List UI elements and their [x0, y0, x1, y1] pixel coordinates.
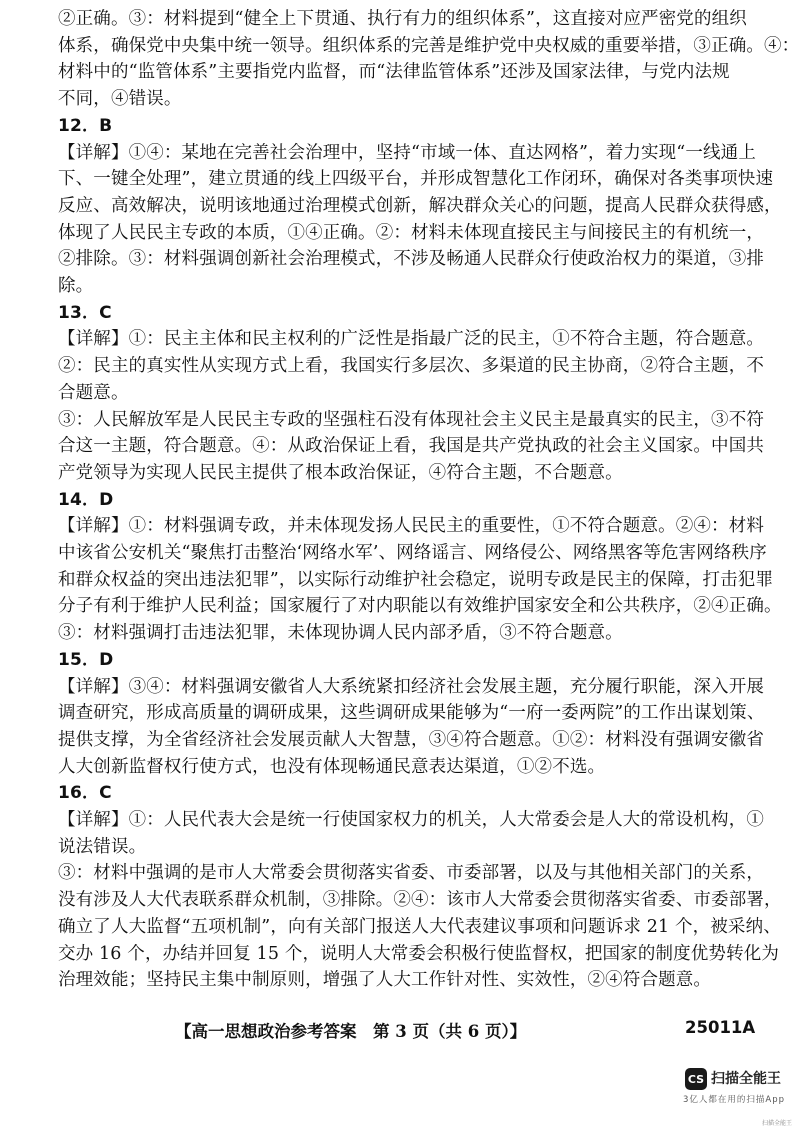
question-number: 15．D	[58, 649, 114, 670]
text-line: 人大创新监督权行使方式，也没有体现畅通民意表达渠道，①②不选。	[58, 756, 606, 777]
camscanner-name: 扫描全能王	[711, 1071, 781, 1087]
text-line: 和群众权益的突出违法犯罪”，以实际行动维护社会稳定，说明专政是民主的保障，打击犯罪	[58, 569, 774, 590]
camscanner-slogan: 3亿人都在用的扫描App	[683, 1095, 786, 1105]
question-number: 16．C	[58, 783, 112, 804]
text-line: ③：材料中强调的是市人大常委会贯彻落实省委、市委部署，以及与其他相关部门的关系，	[58, 863, 764, 884]
text-line: 提供支撑，为全省经济社会发展贡献人大智慧，③④符合题意。①②：材料没有强调安徽省	[58, 729, 764, 750]
page-footer-title: 【高一思想政治参考答案 第 3 页（共 6 页）】	[175, 1022, 527, 1041]
text-line: 交办 16 个，办结并回复 15 个，说明人大常委会积极行使监督权，把国家的制度优势转化为	[58, 943, 780, 964]
text-line: ②排除。③：材料强调创新社会治理模式，不涉及畅通人民群众行使政治权力的渠道，③排	[58, 249, 764, 270]
text-line: 不同，④错误。	[58, 89, 182, 110]
text-line: 分子有利于维护人民利益；国家履行了对内职能以有效维护国家安全和公共秩序，②④正确。	[58, 596, 782, 617]
text-line: 产党领导为实现人民民主提供了根本政治保证，④符合主题，不合题意。	[58, 462, 623, 483]
text-line: 反应、高效解决，说明该地通过治理模式创新，解决群众关心的问题，提高人民群众获得感，	[58, 195, 782, 216]
camscanner-logo-icon: CS	[685, 1068, 707, 1090]
text-line: 【详解】③④：材料强调安徽省人大系统紧扣经济社会发展主题，充分履行职能，深入开展	[58, 676, 764, 697]
corner-watermark: 扫描全能王	[762, 1120, 793, 1127]
text-line: 治理效能；坚持民主集中制原则，增强了人大工作针对性、实效性，②④符合题意。	[58, 970, 712, 991]
text-line: 说法错误。	[58, 836, 147, 857]
question-number: 14．D	[58, 489, 114, 510]
question-number: 12．B	[58, 115, 113, 136]
text-line: 下、一键全处理”，建立贯通的线上四级平台，并形成智慧化工作闭环，确保对各类事项快速	[58, 169, 774, 190]
text-line: ②正确。③：材料提到“健全上下贯通、执行有力的组织体系”，这直接对应严密党的组织	[58, 9, 747, 29]
text-line: ③：人民解放军是人民民主专政的坚强柱石没有体现社会主义民主是最真实的民主，③不符	[58, 409, 764, 430]
text-line: ②：民主的真实性从实现方式上看，我国实行多层次、多渠道的民主协商，②符合主题，不	[58, 356, 764, 377]
question-number: 13．C	[58, 302, 112, 323]
text-line: 中该省公安机关“聚焦打击整治‘网络水军’、网络谣言、网络侵公、网络黑客等危害网络秩序	[58, 543, 767, 563]
text-line: 没有涉及人大代表联系群众机制，③排除。②④：该市人大常委会贯彻落实省委、市委部署，	[58, 890, 782, 911]
text-line: 合这一主题，符合题意。④：从政治保证上看，我国是共产党执政的社会主义国家。中国共	[58, 436, 764, 457]
text-line: 除。	[58, 276, 94, 296]
text-line: 【详解】①：人民代表大会是统一行使国家权力的机关，人大常委会是人大的常设机构，①	[58, 810, 764, 830]
text-line: 体系，确保党中央集中统一领导。组织体系的完善是维护党中央权威的重要举措，③正确。④：	[58, 35, 800, 56]
text-line: 确立了人大监督“五项机制”，向有关部门报送人大代表建议事项和问题诉求 21 个，被采纳、	[58, 916, 781, 937]
text-line: 调查研究，形成高质量的调研成果，这些调研成果能够为“一府一委两院”的工作出谋划策、	[58, 703, 765, 724]
text-line: 【详解】①④：某地在完善社会治理中，坚持“市域一体、直达网格”，着力实现“一线通上	[58, 142, 756, 163]
text-line: 材料中的“监管体系”主要指党内监督，而“法律监管体系”还涉及国家法律，与党内法规	[58, 62, 730, 83]
text-line: ③：材料强调打击违法犯罪，未体现协调人民内部矛盾，③不符合题意。	[58, 623, 623, 644]
text-line: 【详解】①：民主主体和民主权利的广泛性是指最广泛的民主，①不符合主题，符合题意。	[58, 329, 764, 350]
text-line: 合题意。	[58, 382, 129, 403]
text-line: 体现了人民民主专政的本质，①④正确。②：材料未体现直接民主与间接民主的有机统一，	[58, 222, 764, 243]
page-footer-code: 25011A	[685, 1018, 756, 1037]
text-line: 【详解】①：材料强调专政，并未体现发扬人民民主的重要性，①不符合题意。②④：材料	[58, 516, 764, 537]
